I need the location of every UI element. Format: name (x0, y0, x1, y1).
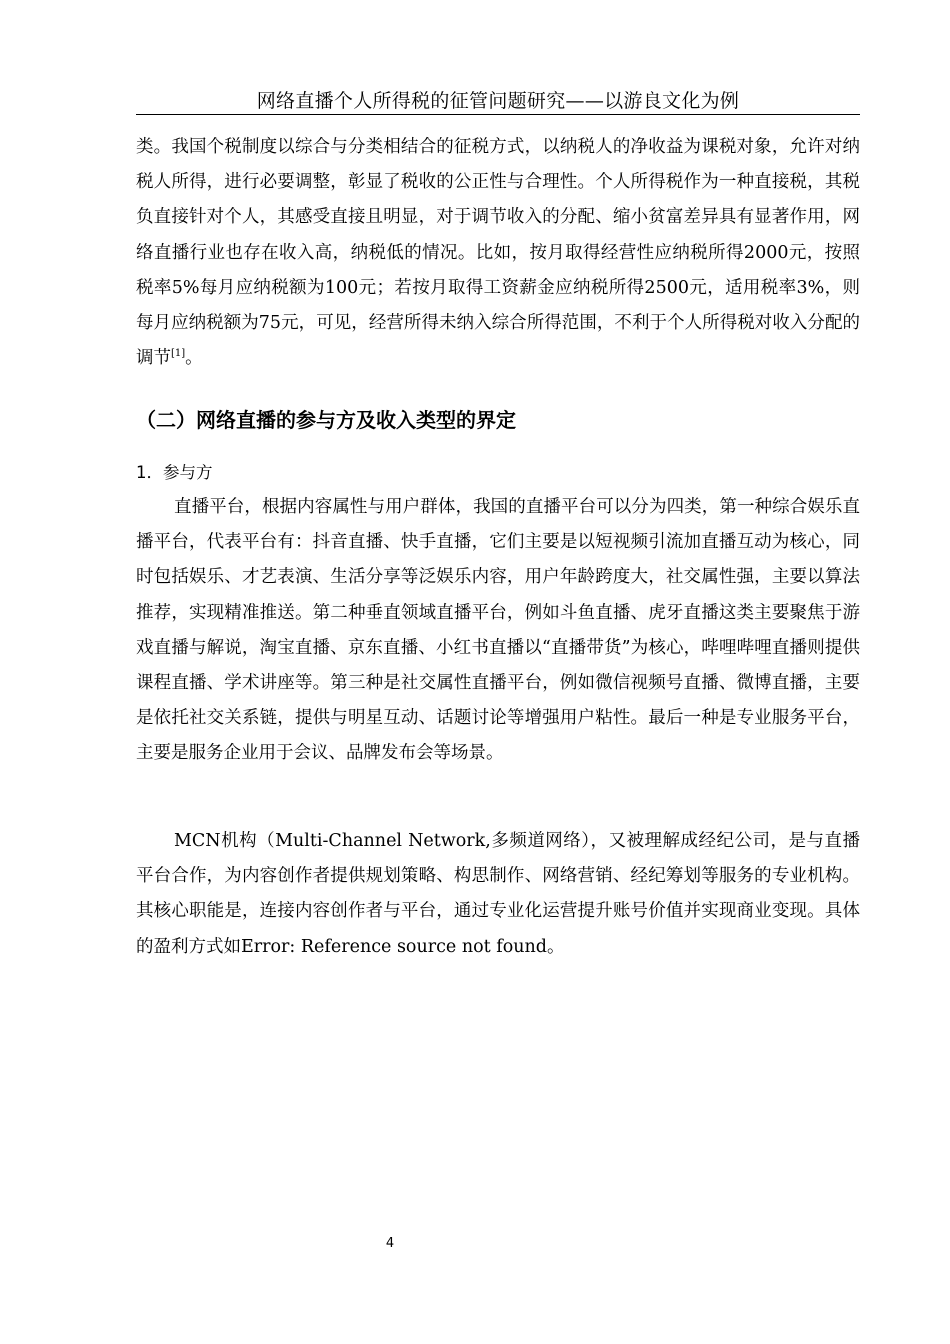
running-header: 网络直播个人所得税的征管问题研究——以游良文化为例 (136, 88, 860, 115)
page-number: 4 (385, 1236, 395, 1251)
paragraph-income-tax (136, 130, 860, 376)
section-heading: （二）网络直播的参与方及收入类型的界定 (136, 408, 516, 432)
paragraph-text: 类。我国个税制度以综合与分类相结合的征税方式，以纳税人的净收益为课税对象，允许对纳税人所得，进行必要调整，彰显了税收的公正性与合理性。个人所得税作为一种直接税，其税负直接针对个人，其感受直接且明显，对于调节收入的分配、缩小贫富差异具有显著作用，网络直播行业也存在收入高，纳税低的情况。比如，按月取得经营性应纳税所得2000元，按照税率5%每月应纳税额为100元；若按月取得工资薪金应纳税所得2500元，适用税率3%，则每月应纳税额为75元，可见，经营所得未纳入综合所得范围，不利于个人所得税对收入分配的调节 (136, 137, 860, 369)
subsection-heading: 1．参与方 (136, 463, 213, 482)
paragraph-mcn: MCN机构（Multi-Channel Network,多频道网络），又被理解成经纪公司，是与直播平台合作，为内容创作者提供规划策略、构思制作、网络营销、经纪筹划等服务的专业机构。其核心职能是，连接内容创作者与平台，通过专业化运营提升账号价值并实现商业变现。具体的盈利方式如Error: Reference source not found。 (136, 831, 860, 957)
paragraph-live-platforms: 直播平台，根据内容属性与用户群体，我国的直播平台可以分为四类，第一种综合娱乐直播平台，代表平台有：抖音直播、快手直播，它们主要是以短视频引流加直播互动为核心，同时包括娱乐、才艺表演、生活分享等泛娱乐内容，用户年龄跨度大，社交属性强，主要以算法推荐，实现精准推送。第二种垂直领域直播平台，例如斗鱼直播、虎牙直播这类主要聚焦于游戏直播与解说，淘宝直播、京东直播、小红书直播以“直播带货”为核心，哔哩哔哩直播则提供课程直播、学术讲座等。第三种是社交属性直播平台，例如微信视频号直播、微博直播，主要是依托社交关系链，提供与明星互动、话题讨论等增强用户粘性。最后一种是专业服务平台，主要是服务企业用于会议、品牌发布会等场景。 (136, 497, 860, 764)
paragraph-end: 。 (185, 348, 203, 369)
citation-reference[interactable]: [1] (171, 348, 186, 360)
